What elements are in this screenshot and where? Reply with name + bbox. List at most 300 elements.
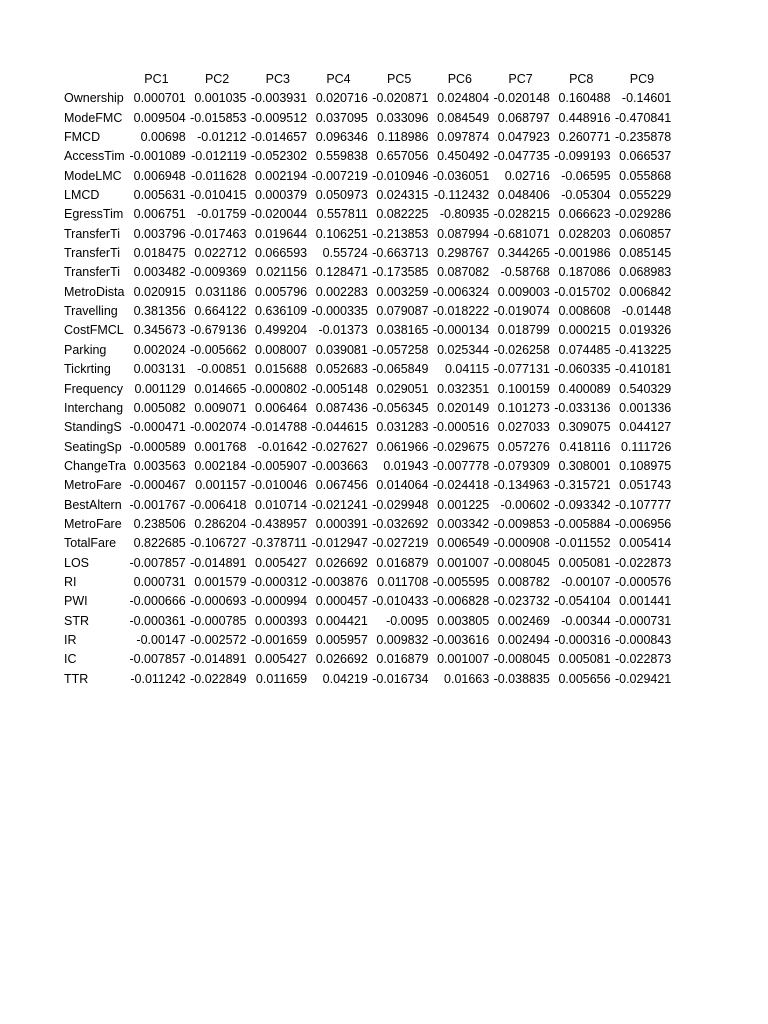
value-cell: 0.087436 xyxy=(315,400,368,415)
row-label: Frequency xyxy=(64,381,124,396)
value-cell: 0.052683 xyxy=(315,362,368,377)
table-row xyxy=(62,263,672,282)
value-cell: 0.032351 xyxy=(437,381,490,396)
value-cell: 0.003805 xyxy=(437,613,490,628)
row-label: Ownership xyxy=(64,91,124,106)
value-cell: -0.006324 xyxy=(432,284,490,299)
value-cell: -0.0095 xyxy=(386,613,429,628)
table-row xyxy=(62,244,672,263)
value-cell: -0.58768 xyxy=(500,265,550,280)
value-cell: 0.003796 xyxy=(133,226,186,241)
value-cell: -0.052302 xyxy=(250,149,308,164)
value-cell: -0.015853 xyxy=(190,110,247,125)
table-row xyxy=(62,225,672,244)
value-cell: 0.048406 xyxy=(497,188,550,203)
table-row xyxy=(62,670,672,689)
value-cell: 0.008608 xyxy=(558,304,611,319)
row-label: ModeFMC xyxy=(64,110,123,125)
row-label: Tickrting xyxy=(64,362,111,377)
value-cell: -0.079309 xyxy=(493,458,550,473)
table-row xyxy=(62,128,672,147)
value-cell: -0.438957 xyxy=(250,516,308,531)
value-cell: 0.044127 xyxy=(619,420,672,435)
value-cell: -0.001767 xyxy=(129,497,186,512)
value-cell: -0.011628 xyxy=(191,168,247,183)
table-row xyxy=(62,515,672,534)
value-cell: -0.093342 xyxy=(554,497,611,512)
row-label: TTR xyxy=(64,671,89,686)
value-cell: -0.01212 xyxy=(197,130,247,145)
value-cell: -0.001986 xyxy=(554,246,611,261)
row-label: EgressTim xyxy=(64,207,124,222)
value-cell: 0.008007 xyxy=(255,342,308,357)
value-cell: -0.001659 xyxy=(250,632,308,647)
value-cell: 0.118986 xyxy=(377,130,429,145)
value-cell: 0.016879 xyxy=(376,652,429,667)
value-cell: 0.448916 xyxy=(558,110,611,125)
corner-cell xyxy=(62,70,126,89)
row-label: TransferTi xyxy=(64,226,121,241)
value-cell: 0.039081 xyxy=(315,342,368,357)
value-cell: 0.002184 xyxy=(194,458,247,473)
value-cell: 0.066593 xyxy=(255,246,308,261)
value-cell: -0.016734 xyxy=(372,671,429,686)
value-cell: 0.018799 xyxy=(497,323,550,338)
value-cell: 0.001768 xyxy=(194,439,247,454)
value-cell: 0.636109 xyxy=(255,304,308,319)
value-cell: -0.01373 xyxy=(318,323,368,338)
value-cell: 0.066537 xyxy=(619,149,672,164)
value-cell: 0.344265 xyxy=(497,246,550,261)
value-cell: -0.003876 xyxy=(311,574,368,589)
table-row xyxy=(62,554,672,573)
value-cell: -0.00107 xyxy=(561,574,611,589)
value-cell: -0.008045 xyxy=(493,555,550,570)
value-cell: -0.410181 xyxy=(614,362,672,377)
value-cell: -0.036051 xyxy=(432,168,490,183)
value-cell: 0.068983 xyxy=(619,265,672,280)
table-row xyxy=(62,283,672,302)
value-cell: 0.020915 xyxy=(133,284,186,299)
row-label: AccessTim xyxy=(64,149,125,164)
value-cell: 0.006464 xyxy=(255,400,308,415)
table-row xyxy=(62,302,672,321)
value-cell: -0.099193 xyxy=(554,149,611,164)
value-cell: -0.000666 xyxy=(129,594,186,609)
table-row xyxy=(62,380,672,399)
value-cell: 0.020716 xyxy=(315,91,368,106)
value-cell: -0.022873 xyxy=(614,555,672,570)
value-cell: 0.005427 xyxy=(255,652,308,667)
header-row xyxy=(62,70,672,89)
value-cell: 0.000701 xyxy=(133,91,186,106)
value-cell: -0.017463 xyxy=(190,226,247,241)
value-cell: 0.020149 xyxy=(437,400,490,415)
value-cell: 0.001129 xyxy=(134,381,186,396)
table-row xyxy=(62,534,672,553)
value-cell: -0.002074 xyxy=(190,420,247,435)
value-cell: -0.05304 xyxy=(561,188,611,203)
value-cell: 0.005656 xyxy=(558,671,611,686)
value-cell: -0.001089 xyxy=(129,149,186,164)
value-cell: 0.657056 xyxy=(376,149,429,164)
value-cell: 0.381356 xyxy=(133,304,186,319)
value-cell: -0.014891 xyxy=(190,652,247,667)
column-header: PC3 xyxy=(265,72,290,86)
column-header: PC2 xyxy=(204,72,230,86)
value-cell: -0.000908 xyxy=(493,536,550,551)
value-cell: -0.054104 xyxy=(554,594,611,609)
value-cell: 0.006948 xyxy=(133,168,186,183)
value-cell: -0.014657 xyxy=(250,130,308,145)
value-cell: -0.033136 xyxy=(554,400,611,415)
value-cell: -0.006828 xyxy=(432,594,490,609)
value-cell: 0.015688 xyxy=(255,362,308,377)
value-cell: 0.106251 xyxy=(315,226,368,241)
value-cell: -0.026258 xyxy=(493,342,550,357)
value-cell: -0.020871 xyxy=(372,91,429,106)
table-row xyxy=(62,457,672,476)
value-cell: 0.009504 xyxy=(133,110,186,125)
value-cell: -0.024418 xyxy=(432,478,490,493)
row-label: StandingS xyxy=(64,420,122,435)
value-cell: 0.084549 xyxy=(437,110,490,125)
value-cell: 0.021156 xyxy=(255,265,308,280)
value-cell: -0.005595 xyxy=(432,574,490,589)
value-cell: -0.01759 xyxy=(197,207,247,222)
row-label: RI xyxy=(64,574,77,589)
value-cell: 0.038165 xyxy=(376,323,429,338)
value-cell: 0.055229 xyxy=(619,188,672,203)
column-header: PC6 xyxy=(447,72,473,86)
value-cell: -0.000312 xyxy=(250,574,308,589)
value-cell: -0.014891 xyxy=(190,555,247,570)
value-cell: 0.009071 xyxy=(194,400,247,415)
value-cell: 0.082225 xyxy=(376,207,429,222)
value-cell: 0.047923 xyxy=(497,130,550,145)
value-cell: -0.112432 xyxy=(433,188,490,203)
value-cell: 0.309075 xyxy=(558,420,611,435)
value-cell: -0.018222 xyxy=(432,304,490,319)
table-row xyxy=(62,650,672,669)
value-cell: -0.00344 xyxy=(561,613,611,628)
value-cell: 0.000731 xyxy=(133,574,186,589)
value-cell: -0.00147 xyxy=(136,632,186,647)
row-label: MetroFare xyxy=(64,516,122,531)
value-cell: 0.001007 xyxy=(437,555,490,570)
value-cell: 0.001157 xyxy=(195,478,247,493)
value-cell: -0.01448 xyxy=(621,304,672,319)
value-cell: 0.559838 xyxy=(315,149,368,164)
value-cell: -0.023732 xyxy=(493,594,550,609)
value-cell: 0.011708 xyxy=(377,574,429,589)
value-cell: 0.068797 xyxy=(497,110,550,125)
value-cell: -0.020044 xyxy=(250,207,308,222)
row-label: MetroDista xyxy=(64,284,125,299)
value-cell: -0.028215 xyxy=(493,207,550,222)
row-label: TransferTi xyxy=(64,265,121,280)
value-cell: 0.009832 xyxy=(376,632,429,647)
value-cell: 0.003131 xyxy=(133,362,186,377)
value-cell: 0.002024 xyxy=(133,342,186,357)
value-cell: 0.005631 xyxy=(133,188,186,203)
value-cell: -0.01642 xyxy=(257,439,308,454)
value-cell: 0.260771 xyxy=(558,130,611,145)
value-cell: -0.002572 xyxy=(190,632,247,647)
table-row xyxy=(62,89,672,108)
value-cell: -0.000516 xyxy=(432,420,490,435)
value-cell: -0.470841 xyxy=(614,110,672,125)
value-cell: 0.002194 xyxy=(255,168,308,183)
value-cell: 0.000379 xyxy=(255,188,308,203)
row-label: IC xyxy=(64,652,77,667)
value-cell: 0.050973 xyxy=(315,188,368,203)
value-cell: -0.005148 xyxy=(311,381,368,396)
value-cell: 0.308001 xyxy=(558,458,611,473)
value-cell: 0.160488 xyxy=(558,91,611,106)
value-cell: -0.003616 xyxy=(432,632,490,647)
value-cell: -0.027627 xyxy=(311,439,368,454)
value-cell: 0.01943 xyxy=(383,458,429,473)
row-label: ModeLMC xyxy=(64,168,122,183)
value-cell: -0.019074 xyxy=(493,304,550,319)
value-cell: -0.021241 xyxy=(311,497,368,512)
table-row xyxy=(62,573,672,592)
value-cell: -0.011242 xyxy=(130,671,186,686)
value-cell: -0.663713 xyxy=(372,246,429,261)
value-cell: 0.005081 xyxy=(558,555,611,570)
column-header: PC4 xyxy=(326,72,351,86)
value-cell: 0.238506 xyxy=(133,516,186,531)
value-cell: -0.134963 xyxy=(493,478,550,493)
value-cell: -0.213853 xyxy=(372,226,429,241)
row-label: Interchang xyxy=(64,400,124,415)
value-cell: 0.187086 xyxy=(558,265,611,280)
value-cell: 0.298767 xyxy=(437,246,490,261)
value-cell: 0.085145 xyxy=(619,246,672,261)
value-cell: -0.007778 xyxy=(432,458,490,473)
value-cell: 0.01663 xyxy=(444,671,490,686)
value-cell: 0.001441 xyxy=(619,594,672,609)
value-cell: 0.005796 xyxy=(255,284,308,299)
value-cell: 0.001225 xyxy=(437,497,490,512)
value-cell: 0.009003 xyxy=(497,284,550,299)
value-cell: 0.286204 xyxy=(194,516,247,531)
value-cell: -0.009369 xyxy=(190,265,247,280)
value-cell: 0.087082 xyxy=(437,265,490,280)
value-cell: -0.014788 xyxy=(250,420,308,435)
value-cell: -0.000731 xyxy=(614,613,672,628)
value-cell: -0.003663 xyxy=(311,458,368,473)
value-cell: -0.000693 xyxy=(190,594,247,609)
value-cell: -0.413225 xyxy=(614,342,672,357)
value-cell: 0.005957 xyxy=(315,632,368,647)
value-cell: 0.005081 xyxy=(558,652,611,667)
table-row xyxy=(62,205,672,224)
value-cell: 0.033096 xyxy=(376,110,429,125)
table-row xyxy=(62,496,672,515)
value-cell: -0.000467 xyxy=(129,478,186,493)
value-cell: 0.400089 xyxy=(558,381,611,396)
value-cell: 0.04115 xyxy=(444,362,490,377)
value-cell: 0.822685 xyxy=(133,536,186,551)
value-cell: 0.04219 xyxy=(322,671,368,686)
value-cell: 0.000391 xyxy=(315,516,368,531)
value-cell: 0.022712 xyxy=(194,246,247,261)
value-cell: -0.005662 xyxy=(190,342,247,357)
value-cell: 0.067456 xyxy=(315,478,368,493)
table-row xyxy=(62,476,672,495)
value-cell: -0.000134 xyxy=(432,323,490,338)
value-cell: 0.016879 xyxy=(376,555,429,570)
column-header: PC7 xyxy=(508,72,533,86)
value-cell: -0.000361 xyxy=(129,613,186,628)
row-label: PWI xyxy=(64,594,88,609)
row-label: TransferTi xyxy=(64,246,121,261)
table-row xyxy=(62,147,672,166)
value-cell: -0.008045 xyxy=(493,652,550,667)
value-cell: -0.029286 xyxy=(614,207,672,222)
value-cell: -0.681071 xyxy=(493,226,550,241)
value-cell: -0.010415 xyxy=(190,188,247,203)
value-cell: -0.056345 xyxy=(372,400,429,415)
value-cell: 0.060857 xyxy=(619,226,672,241)
value-cell: 0.057276 xyxy=(497,439,550,454)
table-row xyxy=(62,612,672,631)
value-cell: 0.006549 xyxy=(437,536,490,551)
table-row xyxy=(62,109,672,128)
value-cell: 0.418116 xyxy=(559,439,611,454)
value-cell: 0.031186 xyxy=(195,284,247,299)
value-cell: -0.00602 xyxy=(500,497,550,512)
value-cell: -0.027219 xyxy=(372,536,429,551)
value-cell: -0.679136 xyxy=(190,323,247,338)
value-cell: 0.018475 xyxy=(133,246,186,261)
value-cell: -0.003931 xyxy=(250,91,308,106)
value-cell: -0.235878 xyxy=(614,130,672,145)
value-cell: -0.107777 xyxy=(614,497,672,512)
value-cell: 0.002494 xyxy=(497,632,550,647)
value-cell: 0.029051 xyxy=(376,381,429,396)
value-cell: 0.010714 xyxy=(255,497,308,512)
value-cell: -0.007857 xyxy=(129,652,186,667)
value-cell: 0.540329 xyxy=(619,381,672,396)
value-cell: 0.450492 xyxy=(437,149,490,164)
value-cell: -0.029948 xyxy=(372,497,429,512)
value-cell: -0.012947 xyxy=(311,536,368,551)
value-cell: -0.015702 xyxy=(554,284,611,299)
value-cell: 0.108975 xyxy=(619,458,672,473)
pca-loadings-table xyxy=(62,70,672,689)
value-cell: 0.025344 xyxy=(437,342,490,357)
value-cell: -0.00851 xyxy=(197,362,247,377)
value-cell: -0.032692 xyxy=(372,516,429,531)
value-cell: 0.061966 xyxy=(376,439,429,454)
value-cell: -0.022849 xyxy=(190,671,247,686)
value-cell: -0.173585 xyxy=(372,265,429,280)
value-cell: -0.80935 xyxy=(439,207,490,222)
value-cell: -0.065849 xyxy=(372,362,429,377)
value-cell: 0.005082 xyxy=(133,400,186,415)
value-cell: -0.009853 xyxy=(493,516,550,531)
value-cell: -0.000316 xyxy=(554,632,611,647)
value-cell: 0.001579 xyxy=(194,574,247,589)
value-cell: -0.006418 xyxy=(190,497,247,512)
value-cell: -0.315721 xyxy=(554,478,611,493)
value-cell: 0.011659 xyxy=(255,671,308,686)
value-cell: -0.14601 xyxy=(621,91,672,106)
value-cell: -0.378711 xyxy=(251,536,308,551)
value-cell: -0.000589 xyxy=(129,439,186,454)
value-cell: 0.02716 xyxy=(504,168,550,183)
value-cell: 0.100159 xyxy=(497,381,550,396)
value-cell: 0.006751 xyxy=(133,207,186,222)
row-label: SeatingSp xyxy=(64,439,122,454)
value-cell: -0.010946 xyxy=(372,168,429,183)
table-row xyxy=(62,418,672,437)
value-cell: 0.019644 xyxy=(255,226,308,241)
value-cell: 0.003482 xyxy=(133,265,186,280)
row-label: BestAltern xyxy=(64,497,122,512)
value-cell: 0.096346 xyxy=(315,130,368,145)
value-cell: 0.00698 xyxy=(140,130,186,145)
value-cell: 0.55724 xyxy=(322,246,368,261)
value-cell: 0.087994 xyxy=(437,226,490,241)
value-cell: 0.027033 xyxy=(497,420,550,435)
value-cell: 0.079087 xyxy=(376,304,429,319)
value-cell: 0.005414 xyxy=(619,536,672,551)
value-cell: -0.044615 xyxy=(311,420,368,435)
value-cell: 0.019326 xyxy=(619,323,672,338)
value-cell: -0.020148 xyxy=(493,91,550,106)
value-cell: -0.057258 xyxy=(372,342,429,357)
value-cell: -0.000576 xyxy=(614,574,672,589)
value-cell: 0.037095 xyxy=(315,110,368,125)
value-cell: 0.002283 xyxy=(315,284,368,299)
value-cell: 0.000457 xyxy=(315,594,368,609)
row-label: IR xyxy=(64,632,77,647)
value-cell: 0.026692 xyxy=(315,555,368,570)
value-cell: 0.024804 xyxy=(437,91,490,106)
table-row xyxy=(62,321,672,340)
table-row xyxy=(62,438,672,457)
value-cell: -0.077131 xyxy=(493,362,550,377)
row-label: STR xyxy=(64,613,89,628)
value-cell: -0.000994 xyxy=(250,594,308,609)
value-cell: 0.028203 xyxy=(558,226,611,241)
table-row xyxy=(62,592,672,611)
value-cell: 0.003259 xyxy=(376,284,429,299)
value-cell: -0.029421 xyxy=(614,671,672,686)
value-cell: -0.006956 xyxy=(614,516,672,531)
value-cell: 0.001007 xyxy=(437,652,490,667)
value-cell: 0.055868 xyxy=(619,168,672,183)
row-label: CostFMCL xyxy=(64,323,124,338)
value-cell: -0.000802 xyxy=(250,381,308,396)
table-row xyxy=(62,399,672,418)
table-body xyxy=(62,89,672,689)
value-cell: -0.06595 xyxy=(561,168,611,183)
value-cell: 0.097874 xyxy=(437,130,490,145)
column-header: PC8 xyxy=(569,72,594,86)
value-cell: -0.010046 xyxy=(250,478,308,493)
value-cell: -0.000843 xyxy=(614,632,672,647)
value-cell: -0.011552 xyxy=(555,536,611,551)
value-cell: 0.101273 xyxy=(497,400,550,415)
row-label: Travelling xyxy=(64,304,118,319)
value-cell: 0.006842 xyxy=(619,284,672,299)
column-header: PC9 xyxy=(629,72,655,86)
